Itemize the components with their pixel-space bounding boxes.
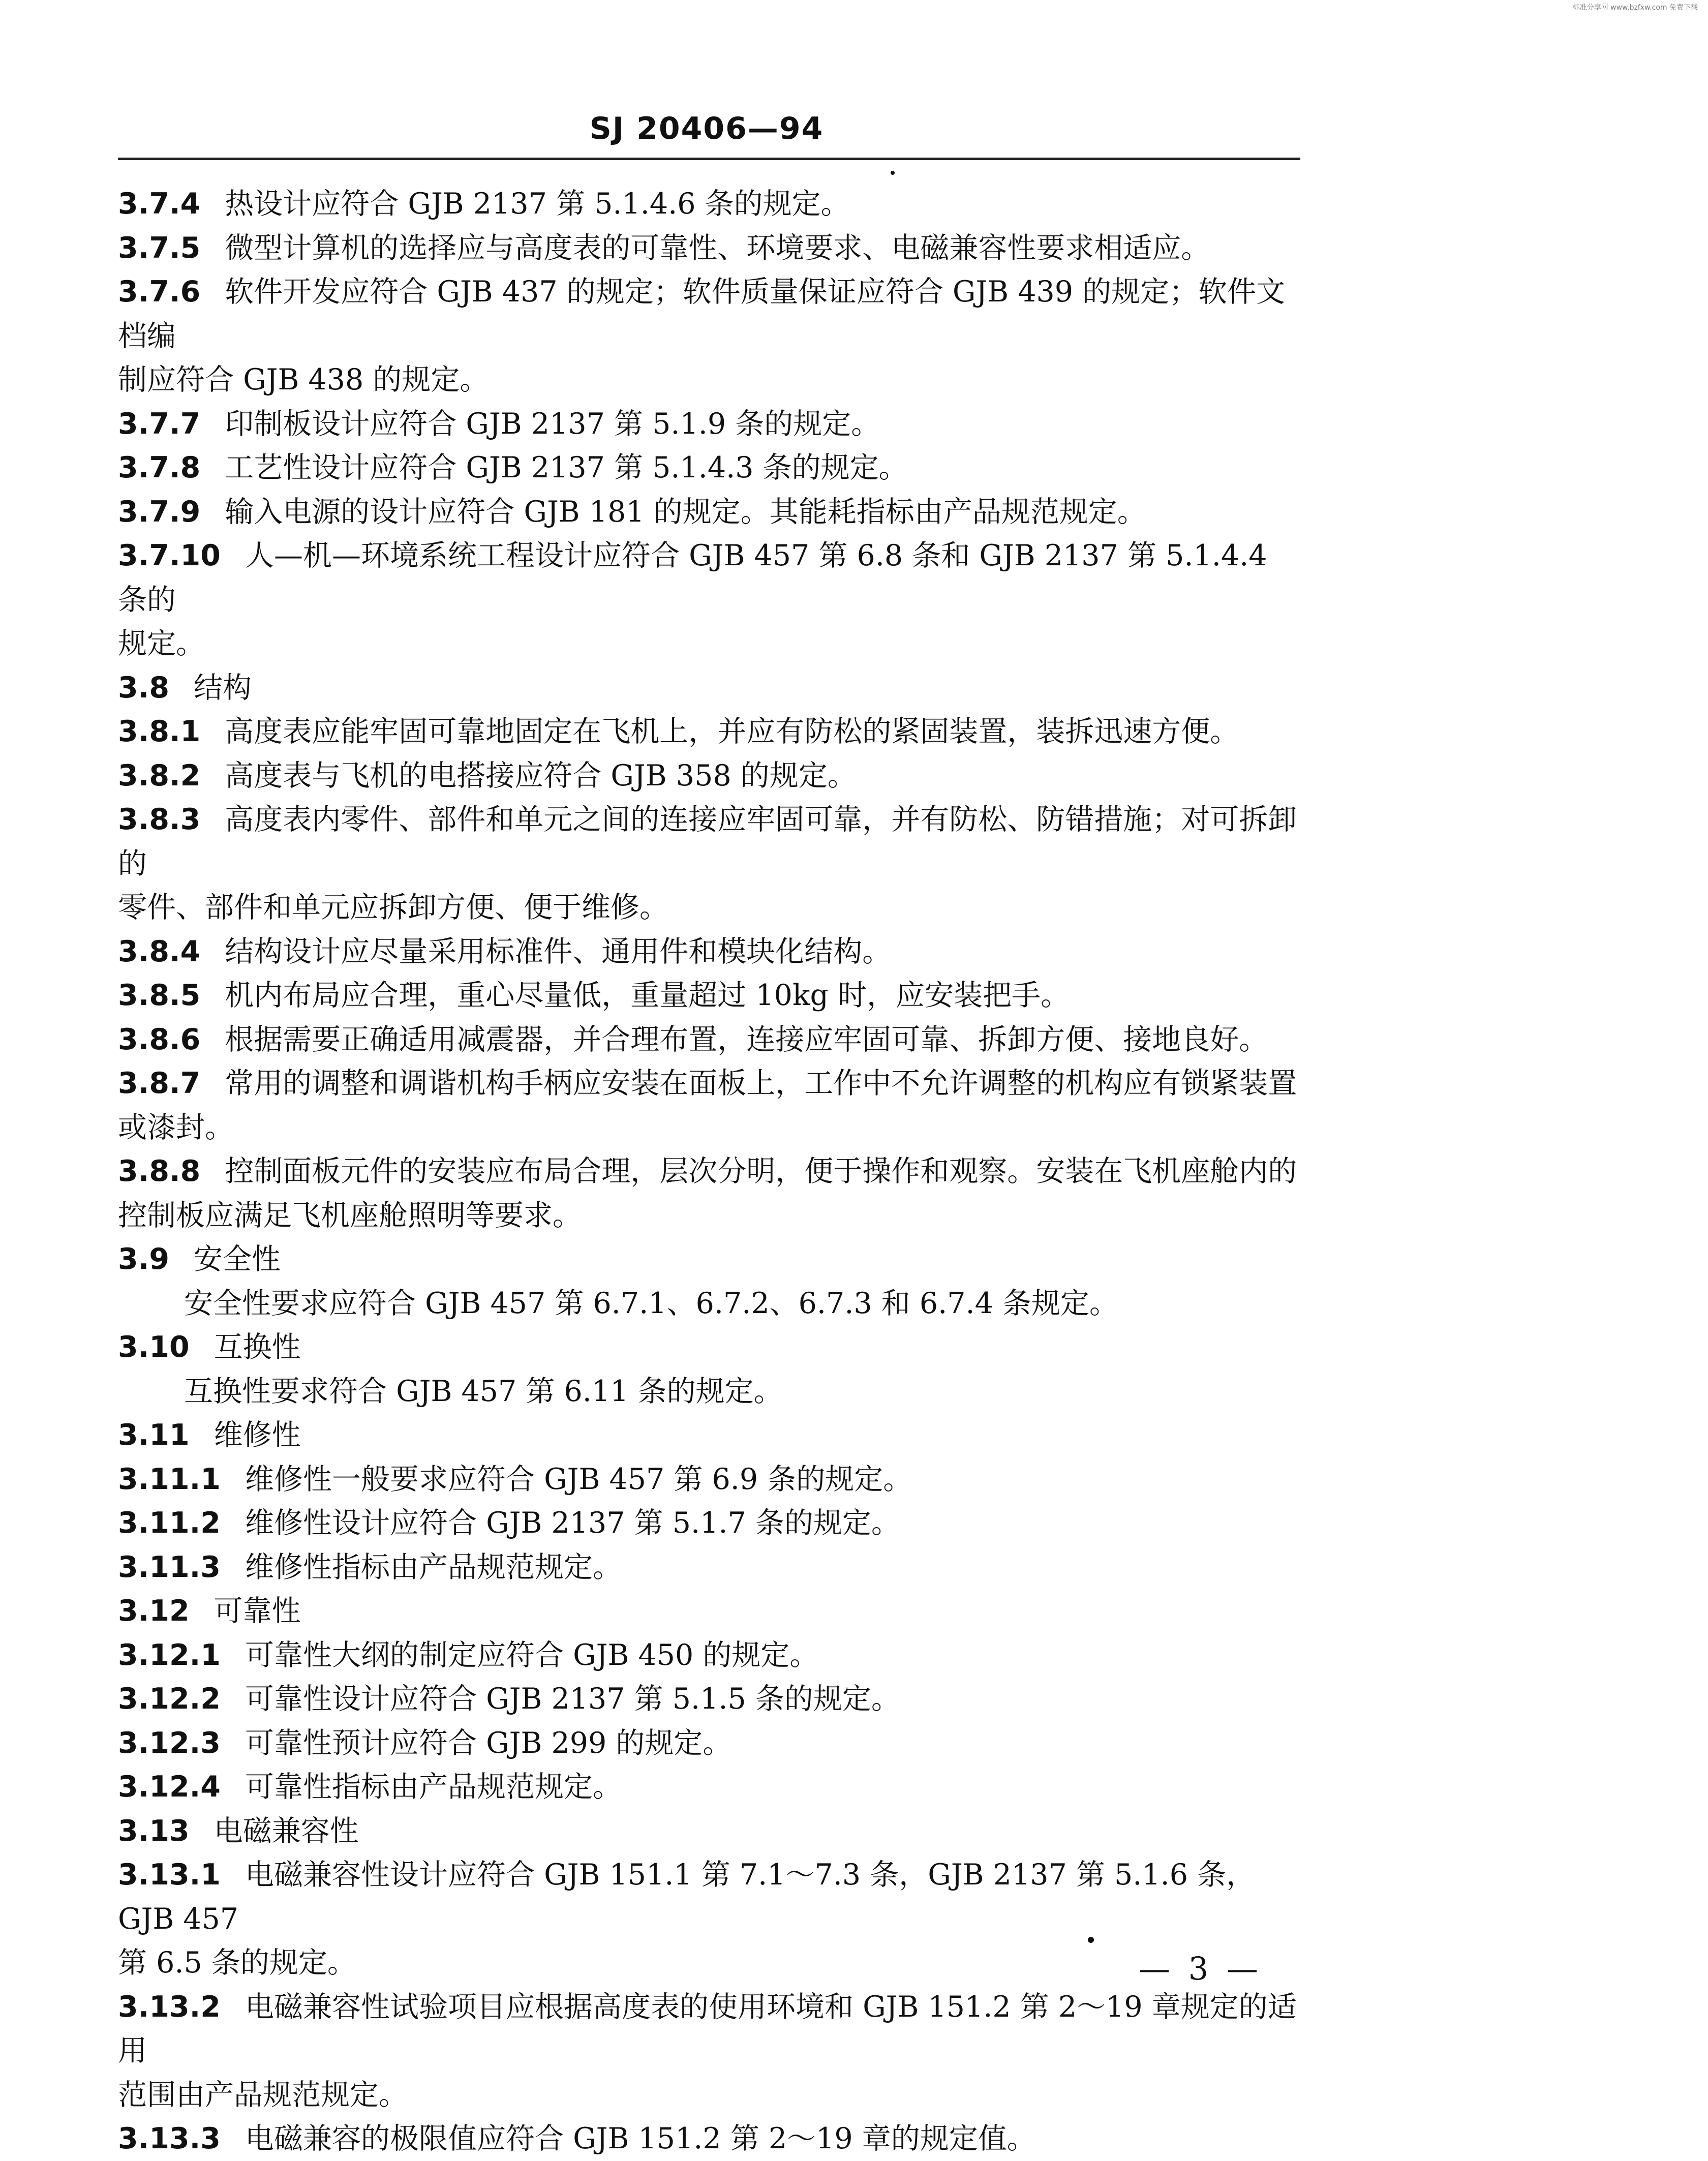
- clause-continuation: 控制板应满足飞机座舱照明等要求。: [118, 1198, 582, 1232]
- clause-number: 3.12.1: [118, 1638, 221, 1672]
- section-paragraph: [118, 1369, 1300, 1414]
- section-number: 3.9: [118, 1242, 169, 1276]
- clause-number: 3.13.3: [118, 2122, 221, 2155]
- clause-number: 3.12.2: [118, 1682, 221, 1716]
- clause-continuation: 或漆封。: [118, 1110, 234, 1144]
- section-number: 3.10: [118, 1330, 190, 1364]
- clause-text: 常用的调整和调谐机构手柄应安装在面板上，工作中不允许调整的机构应有锁紧装置: [225, 1067, 1297, 1100]
- clause-text: 根据需要正确适用减震器，并合理布置，连接应牢固可靠、拆卸方便、接地良好。: [225, 1022, 1268, 1056]
- section-number: 3.11: [118, 1418, 190, 1452]
- clause-text: 电磁兼容的极限值应符合 GJB 151.2 第 2～19 章的规定值。: [245, 2122, 1036, 2155]
- clause: [118, 1061, 1300, 1149]
- section-title: 可靠性: [214, 1594, 301, 1628]
- section-heading: [118, 1325, 1300, 1369]
- watermark-note: 标准分享网 www.bzfxw.com 免费下载: [1572, 4, 1698, 12]
- clause: [118, 1018, 1300, 1062]
- clause-number: 3.8.1: [118, 715, 201, 748]
- clause-text: 高度表应能牢固可靠地固定在飞机上，并应有防松的紧固装置，装拆迅速方便。: [225, 715, 1239, 748]
- clause-number: 3.8.8: [118, 1154, 201, 1188]
- clause-number: 3.8.7: [118, 1067, 201, 1100]
- document-header: SJ 20406—94: [589, 111, 824, 146]
- clause-text: 电磁兼容性设计应符合 GJB 151.1 第 7.1～7.3 条，GJB 2137 第 5.1.6 条，GJB 457: [118, 1858, 1256, 1936]
- clause: [118, 2117, 1300, 2161]
- clause-number: 3.7.8: [118, 451, 201, 484]
- clause: [118, 1501, 1300, 1545]
- clause: [118, 1457, 1300, 1502]
- clause-text: 热设计应符合 GJB 2137 第 5.1.4.6 条的规定。: [225, 187, 850, 221]
- clause-number: 3.8.2: [118, 758, 201, 793]
- clause-continuation: 制应符合 GJB 438 的规定。: [118, 363, 489, 397]
- section-heading: [118, 1413, 1300, 1457]
- scan-speck: [891, 171, 895, 175]
- clause-text: 微型计算机的选择应与高度表的可靠性、环境要求、电磁兼容性要求相适应。: [225, 231, 1210, 265]
- clause-text: 软件开发应符合 GJB 437 的规定；软件质量保证应符合 GJB 439 的规定；软件文档编: [118, 275, 1286, 353]
- clause: [118, 973, 1300, 1018]
- clause-text: 维修性设计应符合 GJB 2137 第 5.1.7 条的规定。: [245, 1506, 900, 1540]
- paragraph-text: 安全性要求应符合 GJB 457 第 6.7.1、6.7.2、6.7.3 和 6.7.4 条规定。: [184, 1286, 1119, 1320]
- section-paragraph: [118, 1282, 1300, 1326]
- clause: [118, 798, 1300, 930]
- document-body: [118, 182, 1300, 2161]
- section-number: 3.8: [118, 671, 169, 705]
- section-title: 互换性: [214, 1330, 301, 1364]
- clause-text: 高度表内零件、部件和单元之间的连接应牢固可靠，并有防松、防错措施；对可拆卸的: [118, 803, 1297, 880]
- clause-number: 3.7.5: [118, 231, 201, 265]
- clause-continuation: 零件、部件和单元应拆卸方便、便于维修。: [118, 891, 668, 924]
- clause: [118, 1677, 1300, 1721]
- clause: [118, 534, 1300, 666]
- section-title: 维修性: [214, 1418, 301, 1452]
- clause-text: 可靠性预计应符合 GJB 299 的规定。: [245, 1726, 732, 1760]
- clause-text: 维修性一般要求应符合 GJB 457 第 6.9 条的规定。: [245, 1462, 912, 1496]
- clause-number: 3.7.9: [118, 495, 201, 529]
- clause-text: 可靠性指标由产品规范规定。: [245, 1770, 622, 1804]
- clause-number: 3.7.7: [118, 407, 201, 441]
- clause-text: 可靠性大纲的制定应符合 GJB 450 的规定。: [245, 1638, 819, 1672]
- section-title: 安全性: [193, 1242, 281, 1276]
- clause: [118, 930, 1300, 974]
- clause-continuation: 范围由产品规范规定。: [118, 2078, 408, 2112]
- clause-number: 3.8.4: [118, 934, 201, 968]
- paragraph-text: 互换性要求符合 GJB 457 第 6.11 条的规定。: [184, 1374, 783, 1408]
- clause: [118, 1721, 1300, 1766]
- clause-number: 3.13.1: [118, 1858, 221, 1892]
- clause-number: 3.7.10: [118, 539, 221, 572]
- page-number: — 3 —: [1139, 1950, 1262, 1987]
- clause: [118, 1765, 1300, 1809]
- clause-number: 3.13.2: [118, 1990, 221, 2024]
- clause: [118, 1633, 1300, 1678]
- clause: [118, 446, 1300, 490]
- clause-text: 工艺性设计应符合 GJB 2137 第 5.1.4.3 条的规定。: [225, 451, 908, 484]
- clause: [118, 490, 1300, 534]
- clause-text: 结构设计应尽量采用标准件、通用件和模块化结构。: [225, 934, 892, 968]
- clause: [118, 1985, 1300, 2117]
- clause-number: 3.8.5: [118, 979, 201, 1012]
- scan-speck: [1088, 1937, 1094, 1943]
- clause: [118, 710, 1300, 754]
- clause: [118, 1545, 1300, 1590]
- clause-number: 3.11.2: [118, 1506, 221, 1540]
- clause-number: 3.7.4: [118, 187, 201, 221]
- clause: [118, 1853, 1300, 1985]
- clause-text: 控制面板元件的安装应布局合理，层次分明，便于操作和观察。安装在飞机座舱内的: [225, 1154, 1297, 1188]
- clause-text: 维修性指标由产品规范规定。: [245, 1550, 622, 1584]
- clause-number: 3.7.6: [118, 275, 201, 309]
- section-title: 结构: [193, 671, 252, 705]
- section-heading: [118, 1589, 1300, 1633]
- clause-text: 人—机—环境系统工程设计应符合 GJB 457 第 6.8 条和 GJB 2137 第 5.1.4.4 条的: [118, 539, 1267, 617]
- clause: [118, 182, 1300, 226]
- clause-text: 高度表与飞机的电搭接应符合 GJB 358 的规定。: [225, 758, 857, 793]
- clause-number: 3.11.1: [118, 1462, 221, 1496]
- clause-number: 3.11.3: [118, 1550, 221, 1584]
- clause-number: 3.12.3: [118, 1726, 221, 1760]
- clause: [118, 754, 1300, 798]
- clause: [118, 402, 1300, 446]
- header-rule: [118, 158, 1300, 160]
- clause-number: 3.8.6: [118, 1022, 201, 1056]
- clause-text: 印制板设计应符合 GJB 2137 第 5.1.9 条的规定。: [225, 407, 880, 441]
- section-number: 3.12: [118, 1594, 190, 1628]
- clause: [118, 226, 1300, 270]
- clause: [118, 270, 1300, 402]
- clause-text: 可靠性设计应符合 GJB 2137 第 5.1.5 条的规定。: [245, 1682, 900, 1716]
- section-title: 电磁兼容性: [214, 1814, 359, 1848]
- section-heading: [118, 1809, 1300, 1853]
- section-number: 3.13: [118, 1814, 190, 1848]
- clause-continuation: 第 6.5 条的规定。: [118, 1946, 356, 1980]
- clause-text: 电磁兼容性试验项目应根据高度表的使用环境和 GJB 151.2 第 2～19 章规定的适用: [118, 1990, 1297, 2067]
- section-heading: [118, 666, 1300, 710]
- clause-number: 3.8.3: [118, 803, 201, 836]
- section-heading: [118, 1237, 1300, 1282]
- clause-text: 输入电源的设计应符合 GJB 181 的规定。其能耗指标由产品规范规定。: [225, 495, 1146, 529]
- clause: [118, 1149, 1300, 1237]
- clause-number: 3.12.4: [118, 1770, 221, 1804]
- clause-text: 机内布局应合理，重心尽量低，重量超过 10kg 时，应安装把手。: [225, 979, 1070, 1012]
- clause-continuation: 规定。: [118, 627, 205, 660]
